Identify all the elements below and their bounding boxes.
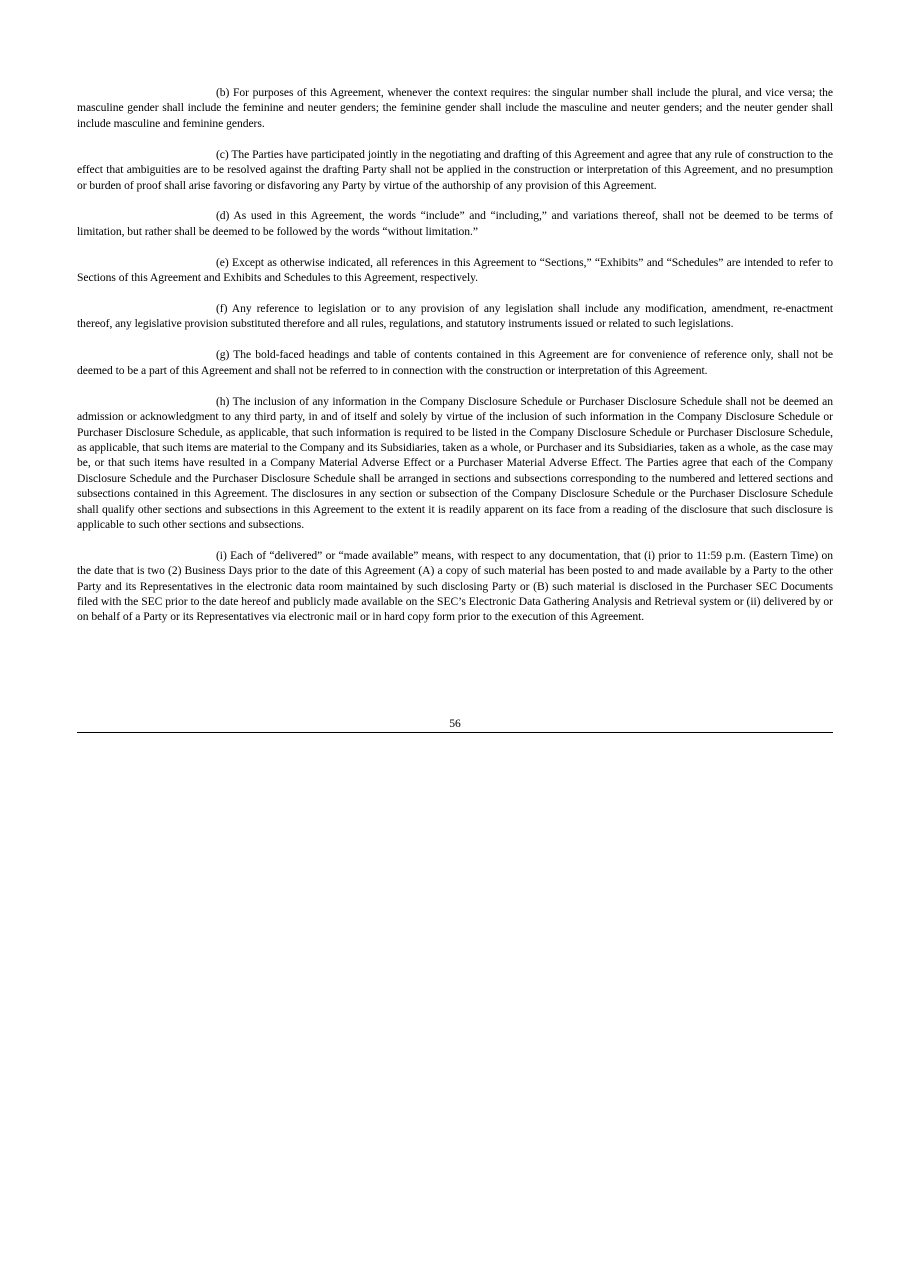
paragraph-c: (c) The Parties have participated jointly in the negotiating and drafting of this Agreement and agree that any rule of construction to the effect that ambiguities are to be resolved against the drafting Party shall not be applied in the construction or interpretation of this Agreement, and no presumption or burden of proof shall arise favoring or disfavoring any Party by virtue of the authorship of any provision of this Agreement.	[77, 147, 833, 192]
document-body	[77, 85, 833, 640]
paragraph-d: (d) As used in this Agreement, the words “include” and “including,” and variations thereof, shall not be deemed to be terms of limitation, but rather shall be deemed to be followed by the words “without limitation.”	[77, 209, 833, 238]
paragraph-h: (h) The inclusion of any information in the Company Disclosure Schedule or Purchaser Disclosure Schedule shall not be deemed an admission or acknowledgment to any third party, in and of itself and solely by virtue of the inclusion of such information in the Company Disclosure Schedule or Purchaser Disclosure Schedule, as applicable, that such information is required to be listed in the Company Disclosure Schedule or Purchaser Disclosure Schedule, as applicable, that such items are material to the Company and its Subsidiaries, taken as a whole, or Purchaser and its Subsidiaries, taken as a whole, as the case may be, or that such items have resulted in a Company Material Adverse Effect or a Purchaser Material Adverse Effect. The Parties agree that each of the Company Disclosure Schedule and the Purchaser Disclosure Schedule shall be arranged in sections and subsections corresponding to the numbered and lettered sections and subsections contained in this Agreement. The disclosures in any section or subsection of the Company Disclosure Schedule or the Purchaser Disclosure Schedule shall qualify other sections and subsections in this Agreement to the extent it is readily apparent on its face from a reading of the disclosure that such disclosure is applicable to such other sections and subsections.	[77, 394, 833, 531]
page-number: 56	[449, 717, 461, 730]
paragraph-g: (g) The bold-faced headings and table of contents contained in this Agreement are for convenience of reference only, shall not be deemed to be a part of this Agreement and shall not be referred to in connection with the construction or interpretation of this Agreement.	[77, 348, 833, 377]
footer-divider	[77, 732, 833, 733]
paragraph-f: (f) Any reference to legislation or to any provision of any legislation shall include any modification, amendment, re-enactment thereof, any legislative provision substituted therefore and all rules, regulations, and statutory instruments issued or related to such legislations.	[77, 302, 833, 331]
paragraph-b: (b) For purposes of this Agreement, whenever the context requires: the singular number shall include the plural, and vice versa; the masculine gender shall include the feminine and neuter genders; the feminine gender shall include the masculine and neuter genders; and the neuter gender shall include masculine and feminine genders.	[77, 86, 833, 130]
paragraph-i: (i) Each of “delivered” or “made available” means, with respect to any documentation, that (i) prior to 11:59 p.m. (Eastern Time) on the date that is two (2) Business Days prior to the date of this Agreement (A) a copy of such material has been posted to and made available by a Party to the other Party and its Representatives in the electronic data room maintained by such disclosing Party or (B) such material is disclosed in the Purchaser SEC Documents filed with the SEC prior to the date hereof and publicly made available on the SEC’s Electronic Data Gathering Analysis and Retrieval system or (ii) delivered by or on behalf of a Party or its Representatives via electronic mail or in hard copy form prior to the execution of this Agreement.	[77, 548, 833, 624]
paragraph-e: (e) Except as otherwise indicated, all references in this Agreement to “Sections,” “Exhibits” and “Schedules” are intended to refer to Sections of this Agreement and Exhibits and Schedules to this Agreement, respectively.	[77, 255, 833, 285]
